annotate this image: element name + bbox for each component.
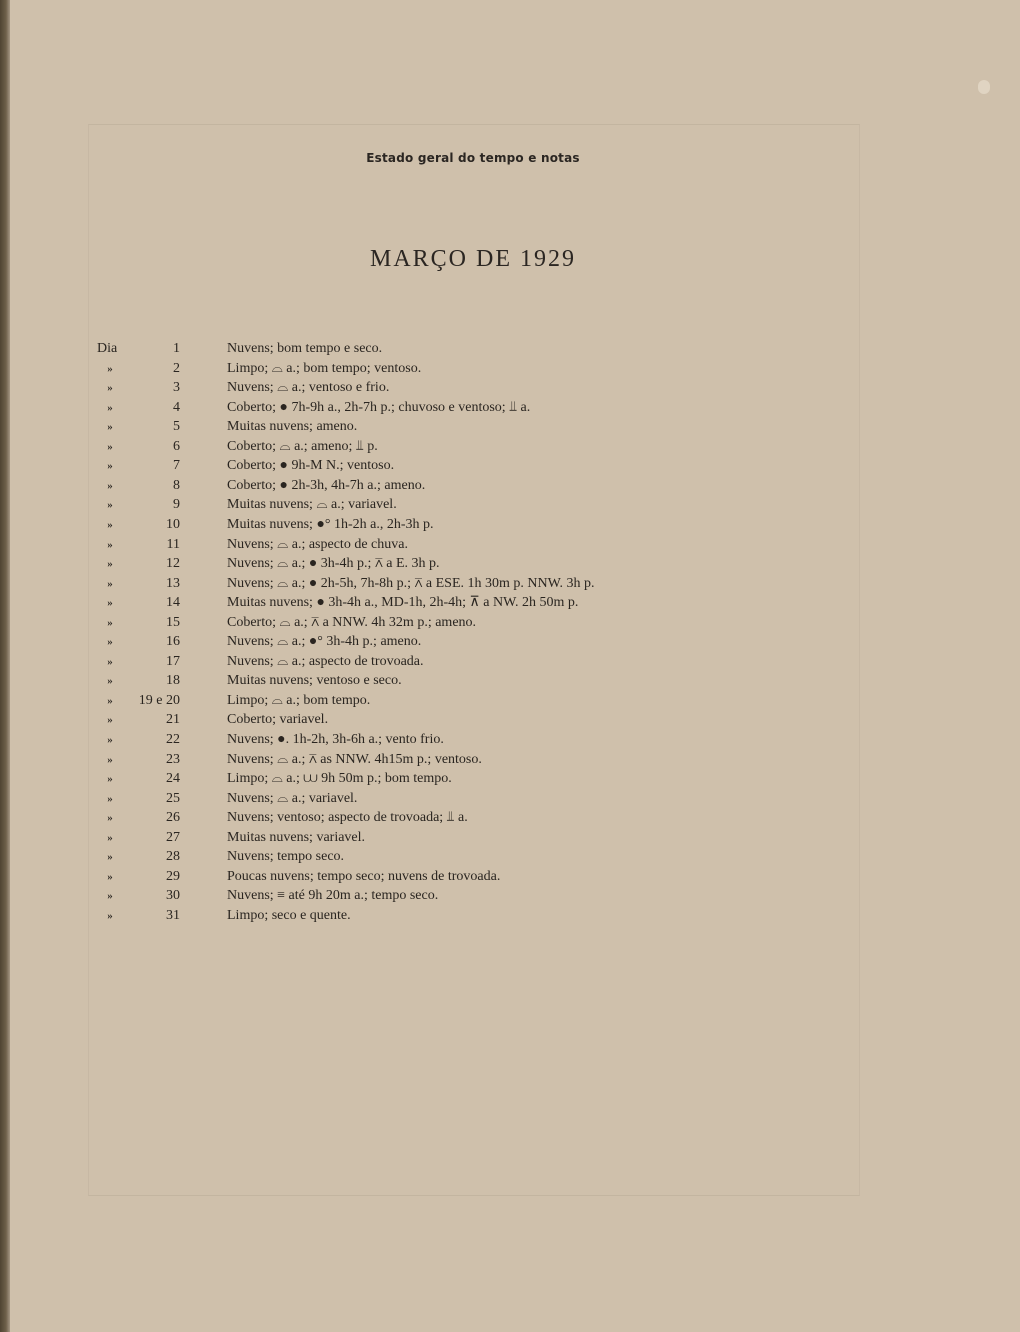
weather-note: Nuvens; tempo seco. [227,849,345,864]
weather-note: Muitas nuvens; ⌓ a.; variavel. [227,497,397,512]
ditto-mark: » [107,480,113,492]
day-number: 21 [166,712,180,727]
ditto-mark: » [107,558,113,570]
weather-note: Nuvens; ⌓ a.; ⊼ as NNW. 4h15m p.; ventoso. [227,752,482,767]
weather-note: Nuvens; ⌓ a.; ● 3h-4h p.; ⊼ a E. 3h p. [227,556,440,571]
table-row [0,632,1000,652]
ditto-mark: » [107,793,113,805]
weather-note: Limpo; ⌓ a.; ⩊ 9h 50m p.; bom tempo. [227,771,452,786]
ditto-mark: » [107,773,113,785]
weather-note: Nuvens; ⌓ a.; ventoso e frio. [227,380,390,395]
weather-note: Limpo; ⌓ a.; bom tempo. [227,693,371,708]
weather-note: Nuvens; ⌓ a.; aspecto de trovoada. [227,654,424,669]
ditto-mark: » [107,812,113,824]
ditto-mark: » [107,499,113,511]
table-row [0,476,1000,496]
table-row [0,359,1000,379]
weather-note: Coberto; ● 2h-3h, 4h-7h a.; ameno. [227,478,426,493]
table-row [0,456,1000,476]
table-row [0,886,1000,906]
ditto-mark: » [107,402,113,414]
table-row [0,769,1000,789]
page-title: MARÇO DE 1929 [369,246,576,272]
weather-note: Coberto; variavel. [227,712,329,727]
ditto-mark: » [107,714,113,726]
day-number: 27 [166,830,180,845]
table-row [0,515,1000,535]
table-row [0,789,1000,809]
day-number: 19 e 20 [138,693,180,708]
weather-note: Coberto; ⌓ a.; ⊼ a NNW. 4h 32m p.; ameno. [227,615,477,630]
weather-note: Muitas nuvens; ventoso e seco. [227,673,402,688]
day-number: 26 [166,810,180,825]
day-number: 5 [173,419,180,434]
weather-note: Nuvens; ●. 1h-2h, 3h-6h a.; vento frio. [227,732,444,747]
ditto-mark: » [107,539,113,551]
ditto-mark: » [107,597,113,609]
day-number: 2 [173,361,180,376]
day-number: 10 [166,517,180,532]
table-row [0,652,1000,672]
ditto-mark: » [107,363,113,375]
day-number: 3 [173,380,180,395]
weather-note: Coberto; ● 7h-9h a., 2h-7h p.; chuvoso e ventoso; ⫫ a. [227,400,531,415]
table-row [0,574,1000,594]
page-header: Estado geral do tempo e notas [366,151,580,165]
table-row [0,808,1000,828]
weather-note: Limpo; ⌓ a.; bom tempo; ventoso. [227,361,422,376]
table-row [0,710,1000,730]
ditto-mark: » [107,441,113,453]
ditto-mark: » [107,871,113,883]
day-number: 24 [166,771,180,786]
table-row [0,847,1000,867]
table-row [0,535,1000,555]
table-row [0,867,1000,887]
weather-note: Nuvens; ⌓ a.; variavel. [227,791,358,806]
table-row [0,613,1000,633]
paper-blemish [978,80,990,94]
weather-note: Muitas nuvens; ●° 1h-2h a., 2h-3h p. [227,517,434,532]
weather-note: Nuvens; ventoso; aspecto de trovoada; ⫫ a. [227,810,468,825]
day-number: 1 [173,341,180,356]
ditto-mark: » [107,754,113,766]
day-number: 25 [166,791,180,806]
ditto-mark: » [107,890,113,902]
day-number: 4 [173,400,180,415]
table-row [0,417,1000,437]
weather-note: Nuvens; bom tempo e seco. [227,341,383,356]
weather-note: Limpo; seco e quente. [227,908,351,923]
ditto-mark: » [107,617,113,629]
dia-label: Dia [97,341,118,356]
table-row [0,730,1000,750]
table-row [0,750,1000,770]
table-row [0,398,1000,418]
table-row [0,691,1000,711]
weather-note: Nuvens; ⌓ a.; ●° 3h-4h p.; ameno. [227,634,422,649]
day-number: 23 [166,752,180,767]
day-number: 12 [166,556,180,571]
day-number: 8 [173,478,180,493]
table-row [0,437,1000,457]
ditto-mark: » [107,675,113,687]
day-number: 18 [166,673,180,688]
ditto-mark: » [107,636,113,648]
ditto-mark: » [107,695,113,707]
day-number: 31 [166,908,180,923]
day-number: 14 [166,595,180,610]
weather-note: Muitas nuvens; variavel. [227,830,366,845]
table-row [0,495,1000,515]
ditto-mark: » [107,460,113,472]
day-number: 7 [173,458,180,473]
ditto-mark: » [107,734,113,746]
table-row [0,828,1000,848]
table-row [0,339,1000,359]
day-number: 15 [166,615,180,630]
table-row [0,378,1000,398]
day-number: 30 [166,888,180,903]
day-number: 11 [166,537,180,552]
day-number: 22 [166,732,180,747]
day-number: 29 [166,869,180,884]
weather-note: Poucas nuvens; tempo seco; nuvens de trovoada. [227,869,501,884]
weather-note: Muitas nuvens; ameno. [227,419,358,434]
ditto-mark: » [107,851,113,863]
day-number: 17 [166,654,180,669]
ditto-mark: » [107,519,113,531]
ditto-mark: » [107,421,113,433]
day-number: 6 [173,439,180,454]
ditto-mark: » [107,578,113,590]
ditto-mark: » [107,382,113,394]
table-row [0,671,1000,691]
table-row [0,906,1000,926]
table-row [0,593,1000,613]
day-number: 28 [166,849,180,864]
day-number: 16 [166,634,180,649]
day-number: 9 [173,497,180,512]
ditto-mark: » [107,832,113,844]
weather-note: Coberto; ⌓ a.; ameno; ⫫ p. [227,439,378,454]
weather-note: Coberto; ● 9h-M N.; ventoso. [227,458,395,473]
table-row [0,554,1000,574]
ditto-mark: » [107,656,113,668]
weather-note: Nuvens; ≡ até 9h 20m a.; tempo seco. [227,888,439,903]
weather-note: Nuvens; ⌓ a.; ● 2h-5h, 7h-8h p.; ⊼ a ESE. 1h 30m p. NNW. 3h p. [227,576,595,591]
day-number: 13 [166,576,180,591]
weather-note: Nuvens; ⌓ a.; aspecto de chuva. [227,537,408,552]
weather-note: Muitas nuvens; ● 3h-4h a., MD-1h, 2h-4h; ⊼ a NW. 2h 50m p. [227,595,579,610]
ditto-mark: » [107,910,113,922]
